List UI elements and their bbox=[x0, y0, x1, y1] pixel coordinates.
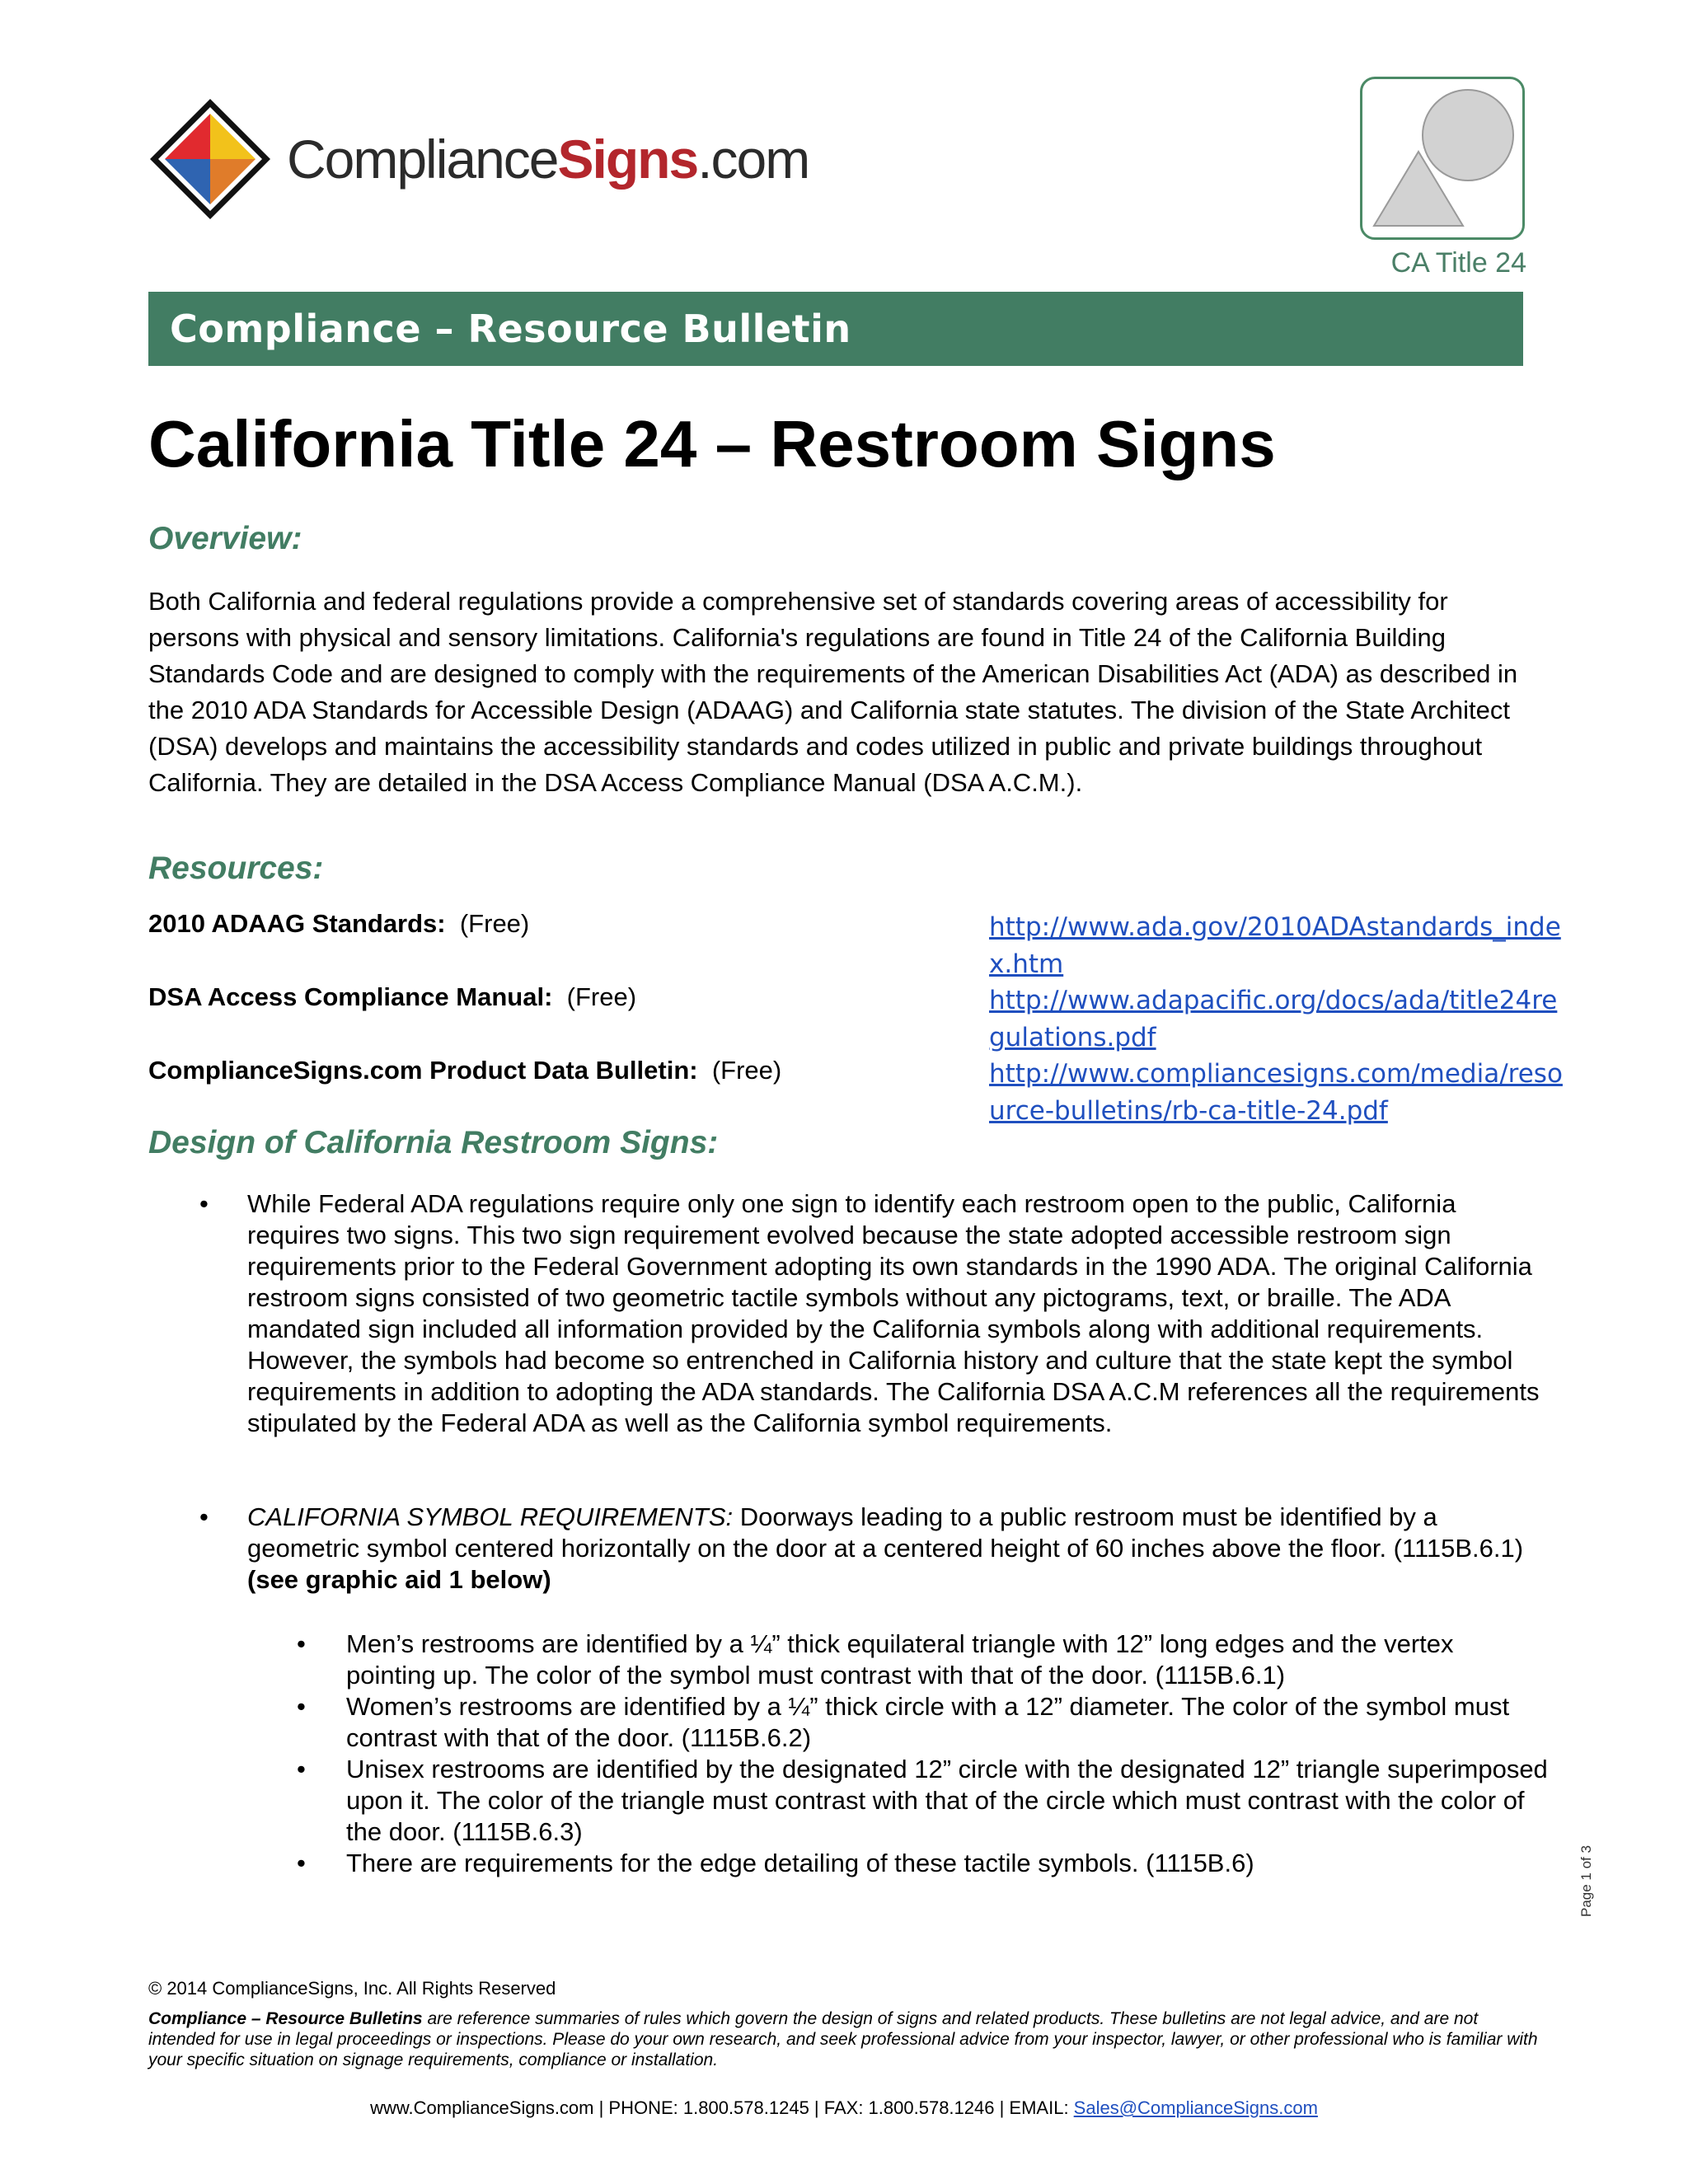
contact-text: www.ComplianceSigns.com | PHONE: 1.800.578.1245 | FAX: 1.800.578.1246 | EMAIL: bbox=[370, 2097, 1074, 2118]
contact-line bbox=[0, 2097, 1688, 2119]
subbullet-text: Unisex restrooms are identified by the designated 12” circle with the designated 12” triangle superimposed upon it. The color of the triangle must contrast with that of the circle which must contrast with the color of the door. (1115B.6.3) bbox=[346, 1755, 1548, 1846]
resource-link-adaag[interactable]: http://www.ada.gov/2010ADAstandards_index.htm bbox=[989, 912, 1561, 979]
resources-heading: Resources: bbox=[148, 851, 324, 886]
logo-regular: Compliance bbox=[287, 128, 558, 190]
resource-label: ComplianceSigns.com Product Data Bulletin: bbox=[148, 1056, 698, 1085]
bullet-bold-ref: (see graphic aid 1 below) bbox=[247, 1565, 551, 1594]
resource-link-bulletin[interactable]: http://www.compliancesigns.com/media/resource-bulletins/rb-ca-title-24.pdf bbox=[989, 1059, 1563, 1126]
banner-text: Compliance – Resource Bulletin bbox=[170, 307, 851, 351]
copyright: © 2014 ComplianceSigns, Inc. All Rights Reserved bbox=[148, 1978, 556, 1999]
page-number: Page 1 of 3 bbox=[1578, 1845, 1594, 1917]
subbullet-text: Women’s restrooms are identified by a ¼” thick circle with a 12” diameter. The color of the symbol must contrast with that of the door. (1115B.6.2) bbox=[346, 1692, 1510, 1752]
list-item bbox=[148, 1188, 1550, 1439]
resource-item-dsa bbox=[148, 982, 636, 1012]
bullet-text: Doorways leading to a public restroom must be identified by a geometric symbol centered horizontally on the door at a centered height of 60 inches above the floor. (1115B.6.1) bbox=[247, 1502, 1524, 1563]
list-item bbox=[148, 1848, 1550, 1879]
resource-note: (Free) bbox=[711, 1056, 782, 1085]
overview-heading: Overview: bbox=[148, 521, 302, 556]
list-item bbox=[148, 1754, 1550, 1848]
overview-body: Both California and federal regulations provide a comprehensive set of standards covering areas of accessibility for persons with physical and sensory limitations. California's regulations are found in Title 24 of the California Building Standards Code and are designed to comply with the requirements of the American Disabilities Act (ADA) as described in the 2010 ADA Standards for Accessible Design (ADAAG) and California state statutes. The division of the State Architect (DSA) develops and maintains the accessibility standards and codes utilized in public and private buildings throughout California. They are detailed in the DSA Access Compliance Manual (DSA A.C.M.). bbox=[148, 587, 1518, 797]
circle-triangle-unisex-icon bbox=[1362, 79, 1522, 237]
bulletin-banner bbox=[148, 292, 1523, 366]
resource-note: (Free) bbox=[566, 982, 637, 1011]
company-logo[interactable] bbox=[148, 95, 809, 223]
design-heading: Design of California Restroom Signs: bbox=[148, 1125, 719, 1160]
page-title: California Title 24 – Restroom Signs bbox=[148, 407, 1276, 480]
bullet-icon: • bbox=[297, 1755, 306, 1783]
resource-link-dsa[interactable]: http://www.adapacific.org/docs/ada/title24regulations.pdf bbox=[989, 986, 1558, 1052]
email-link[interactable]: Sales@ComplianceSigns.com bbox=[1073, 2097, 1318, 2118]
badge-caption: CA Title 24 bbox=[1390, 247, 1526, 279]
symbol-requirements-list bbox=[148, 1502, 1550, 1596]
bullet-text: While Federal ADA regulations require only one sign to identify each restroom open to the public, California requires two signs. This two sign requirement evolved because the state adopted accessible restroom sign requirements prior to the Federal Government adopting its own standards in the 1990 ADA. The original California restroom signs consisted of two geometric tactile symbols without any pictograms, text, or braille. The ADA mandated sign included all information provided by the California symbols along with additional requirements. However, the symbols had become so entrenched in California history and culture that the state kept the symbol requirements in addition to adopting the ADA standards. The California DSA A.C.M references all the requirements stipulated by the Federal ADA as well as the California symbol requirements. bbox=[247, 1189, 1540, 1437]
symbol-subbullet-list bbox=[148, 1629, 1550, 1879]
diamond-logo-icon bbox=[148, 97, 272, 221]
disclaimer-text: are reference summaries of rules which govern the design of signs and related products. These bulletins are not legal advice, and are not intended for use in legal proceedings or inspections. Please do your own research, and seek professional advice from your inspector, lawyer, or other professional who is familiar with your specific situation on signage requirements, compliance or installation. bbox=[148, 2009, 1538, 2069]
design-bullet-list bbox=[148, 1188, 1550, 1439]
subbullet-text: Men’s restrooms are identified by a ¼” thick equilateral triangle with 12” long edges and the vertex pointing up. The color of the symbol must contrast with that of the door. (1115B.6.1) bbox=[346, 1629, 1454, 1690]
logo-bold: Signs bbox=[557, 128, 698, 190]
disclaimer bbox=[148, 2008, 1541, 2070]
ca-title-24-badge bbox=[1360, 77, 1525, 240]
subbullet-text: There are requirements for the edge detailing of these tactile symbols. (1115B.6) bbox=[346, 1849, 1254, 1877]
bullet-icon: • bbox=[297, 1692, 306, 1721]
resource-item-bulletin bbox=[148, 1056, 781, 1085]
bullet-icon: • bbox=[199, 1189, 209, 1218]
bullet-icon: • bbox=[297, 1849, 306, 1877]
list-item bbox=[148, 1629, 1550, 1691]
list-item bbox=[148, 1502, 1550, 1596]
disclaimer-lead: Compliance – Resource Bulletins bbox=[148, 2009, 423, 2028]
logo-tld: .com bbox=[697, 128, 809, 190]
list-item bbox=[148, 1691, 1550, 1754]
resource-item-adaag bbox=[148, 909, 529, 939]
resource-label: 2010 ADAAG Standards: bbox=[148, 909, 446, 938]
bullet-italic-lead: CALIFORNIA SYMBOL REQUIREMENTS: bbox=[247, 1502, 734, 1531]
resource-note: (Free) bbox=[459, 909, 530, 938]
bullet-icon: • bbox=[199, 1502, 209, 1531]
bullet-icon: • bbox=[297, 1629, 306, 1658]
resource-label: DSA Access Compliance Manual: bbox=[148, 982, 553, 1011]
logo-wordmark bbox=[287, 128, 809, 190]
